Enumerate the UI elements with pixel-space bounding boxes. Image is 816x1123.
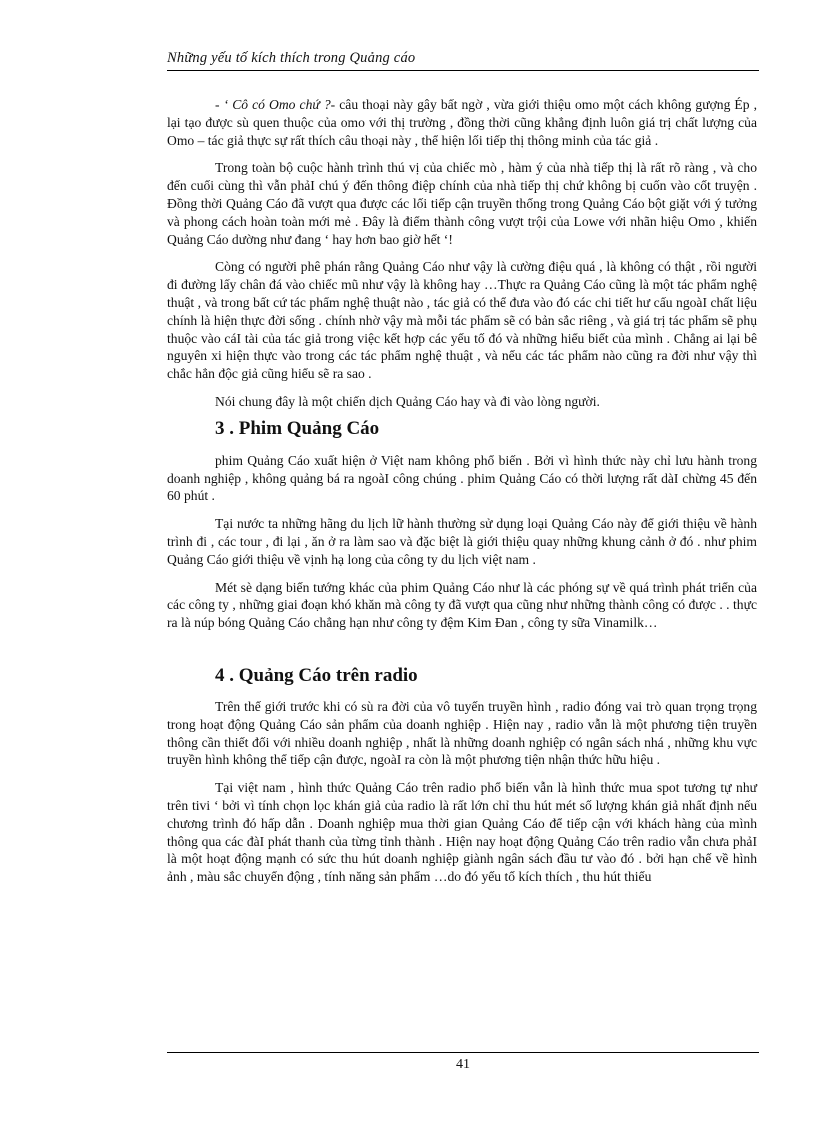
running-header: Những yếu tố kích thích trong Quảng cáo <box>167 50 759 71</box>
page-number: 41 <box>456 1057 470 1072</box>
paragraph-radio-history: Trên thế giới trước khi có sù ra đời của vô tuyến truyền hình , radio đóng vai trò quan trọng trọng trong hoạt động Quảng Cáo sản phẩm của doanh nghiệp . Hiện nay , radio vẫn là một phương tiện truyền thông cần thiết đối với nhiều doanh nghiệp , nhất là những doanh nghiệp có ngân sách nhá , những khu vực truyền hình không thể tiếp cận được, ngoàI ra còn là một phương tiện nhận thức hữu hiệu . <box>167 698 757 768</box>
paragraph-radio-vietnam: Tại việt nam , hình thức Quảng Cáo trên radio phổ biến vẫn là hình thức mua spot tương tự như trên tivi ‘ bởi vì tính chọn lọc khán giả của radio là rất lớn chỉ thu hút mét số lượng khán giả nhất định nếu chương trình đó hấp dẫn . Doanh nghiệp mua thời gian Quảng Cáo để tiếp cận với khách hàng của mình thông qua các đàI phát thanh của từng tỉnh thành . Hiện nay hoạt động Quảng Cáo trên radio vẫn chưa phảI là một hoạt động mạnh có sức thu hút doanh nghiệp giành ngân sách đầu tư vào đó . bởi hạn chế về hình ảnh , màu sắc chuyển động , tính năng sản phẩm …do đó yếu tố kích thích , thu hút thiếu <box>167 780 757 885</box>
paragraph-conclusion: Nói chung đây là một chiến dịch Quảng Cáo hay và đi vào lòng người. <box>215 393 600 409</box>
section-heading-film-ads: 3 . Phim Quảng Cáo <box>215 417 380 439</box>
footer-divider <box>167 1052 759 1053</box>
quote-commentary: - câu thoại này gây bất ngờ , vừa giới thiệu omo một cách không gượng Ép , lại tạo được sù quen thuộc của omo với thị trường , đồng thời cũng khẳng định luôn giá trị chất lượng của Omo – tác giả thực sự rất thích câu thoại này , thể hiện lối tiếp thị thông minh của tác giả . <box>167 97 758 148</box>
paragraph-omo-quote <box>167 96 757 149</box>
paragraph-film-ads-travel: Tại nước ta những hãng du lịch lữ hành thường sử dụng loại Quảng Cáo này để giới thiệu về hành trình đi , các tour , đi lại , ăn ở ra làm sao và đặc biệt là giới thiệu quay những khung cảnh ở đó . như phim Quảng Cáo giới thiệu về vịnh hạ long của công ty du lịch việt nam . <box>167 516 757 567</box>
quote-dash: - <box>215 97 224 112</box>
section-heading-radio-ads: 4 . Quảng Cáo trên radio <box>215 664 418 686</box>
paragraph-film-ads-variants: Mét sè dạng biến tướng khác của phim Quảng Cáo như là các phóng sự về quá trình phát triển của các công ty , những giai đoạn khó khăn mà công ty đã vượt qua cũng như những thành công có được . . thực ra là núp bóng Quảng Cáo chẳng hạn như công ty đệm Kim Đan , công ty sữa Vinamilk… <box>167 579 757 631</box>
paragraph-criticism: Còng có người phê phán rằng Quảng Cáo như vậy là cường điệu quá , là không có thật , rồi người đi đường lấy chân đá vào chiếc mũ như vậy là không hay …Thực ra Quảng Cáo cũng là một tác phẩm nghệ thuật , và trong bất cứ tác phẩm nghệ thuật nào , tác giả có thể đưa vào đó các chi tiết hư cấu ngoàI chất liệu chính là hiện thực đời sống . chính nhờ vậy mà mỗi tác phẩm sẽ có bản sắc riêng , và giá trị tác phẩm sẽ phụ thuộc vào cáI tài của tác giả trong việc kết hợp các yếu tố đó và những hiểu biết của mình . Chẳng ai lại bê nguyên xi hiện thực vào trong các tác phẩm nghệ thuật , và nếu các tác phẩm nào cũng ra đời như vậy thì chắc hẳn độc giả cũng hiểu sẽ ra sao . <box>167 259 757 382</box>
omo-quote: ‘ Cô có Omo chứ ? <box>223 97 331 112</box>
paragraph-film-ads-intro: phim Quảng Cáo xuất hiện ở Việt nam không phổ biến . Bởi vì hình thức này chỉ lưu hành trong doanh nghiệp , không quảng bá ra ngoàI công chúng . phim Quảng Cáo có thời lượng rất dàI chừng 45 đến 60 phút . <box>167 452 757 504</box>
paragraph-campaign-journey: Trong toàn bộ cuộc hành trình thú vị của chiếc mò , hàm ý của nhà tiếp thị là rất rõ ràng , và cho đến cuối cùng thì vẫn phảI chú ý đến thông điệp chính của nhà tiếp thị chứ không bị cuốn vào cốt truyện . Đồng thời Quảng Cáo đã vượt qua được các lối tiếp cận truyền thống trong Quảng Cáo bột giặt với ý tưởng và phong cách hoàn toàn mới mẻ . Đây là điểm thành công vượt trội của Lowe với nhãn hiệu Omo , khiến Quảng Cáo dường như đang ‘ hay hơn bao giờ hết ‘! <box>167 160 757 247</box>
page-body <box>167 96 757 896</box>
